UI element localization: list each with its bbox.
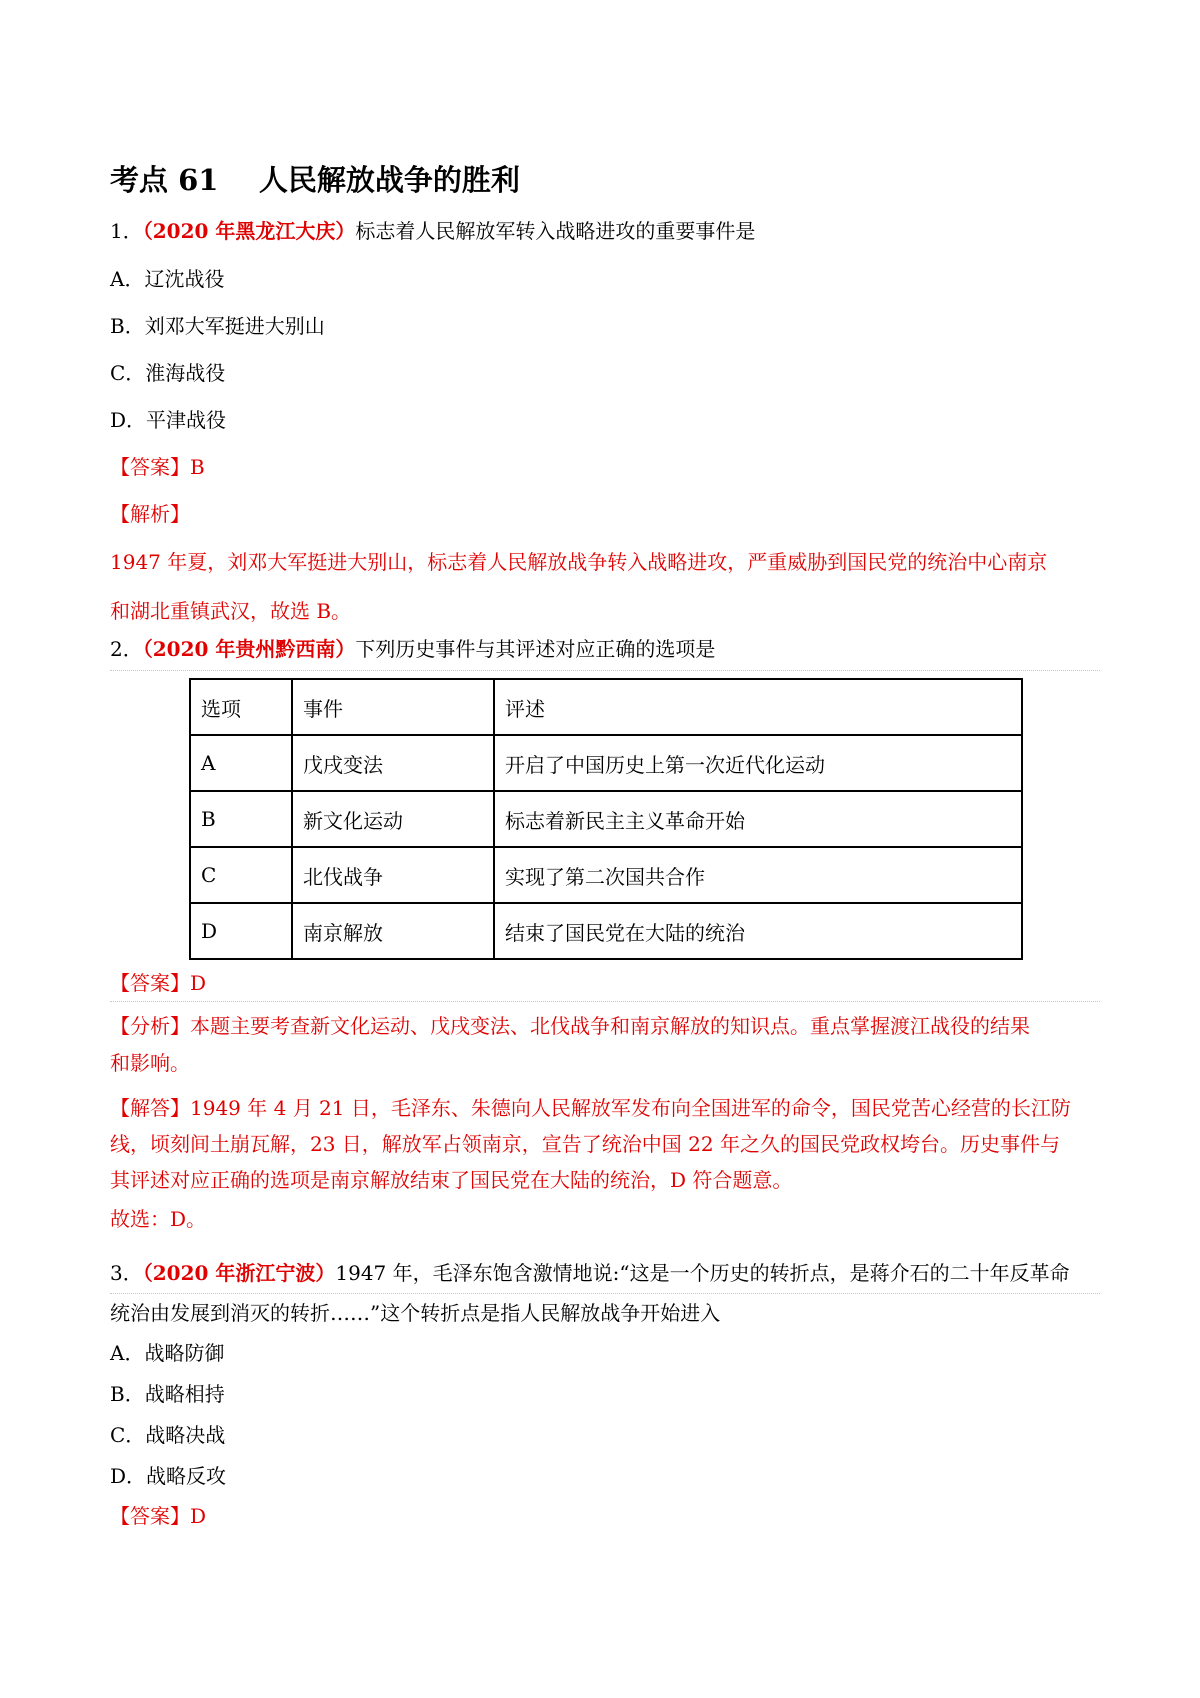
table-header-cell: 评述 [494, 679, 1022, 735]
answer-line [110, 453, 205, 481]
table-cell: 开启了中国历史上第一次近代化运动 [494, 735, 1022, 791]
page-title: 考点 61 人民解放战争的胜利 [110, 163, 520, 197]
answer-value: B [190, 455, 205, 479]
option-c: C．战略决战 [110, 1423, 226, 1447]
table-cell: 结束了国民党在大陆的统治 [494, 903, 1022, 959]
table-header-cell: 选项 [190, 679, 292, 735]
question-text: 下列历史事件与其评述对应正确的选项是 [355, 637, 716, 661]
answer-value: D [190, 971, 207, 995]
analysis-line-2: 和湖北重镇武汉，故选 B。 [110, 599, 352, 623]
analysis-line-1: 1947 年夏，刘邓大军挺进大别山，标志着人民解放战争转入战略进攻，严重威胁到国民党的统治中心南京 [110, 550, 1048, 574]
table-cell: D [190, 903, 292, 959]
question-2-stem [110, 635, 715, 663]
answer-line [110, 1502, 206, 1530]
divider [110, 1293, 1100, 1294]
question-number: 3． [110, 1261, 143, 1285]
table-cell: C [190, 847, 292, 903]
jieda-line-2: 线，顷刻间土崩瓦解，23 日，解放军占领南京，宣告了统治中国 22 年之久的国民党政权垮台。历史事件与 [110, 1132, 1060, 1156]
question-text: 标志着人民解放军转入战略进攻的重要事件是 [355, 219, 756, 243]
jieda-line-3: 其评述对应正确的选项是南京解放结束了国民党在大陆的统治，D 符合题意。 [110, 1168, 793, 1192]
option-b: B．战略相持 [110, 1382, 225, 1406]
table-row [190, 791, 1022, 847]
question-3-stem-cont: 统治由发展到消灭的转折……”这个转折点是指人民解放战争开始进入 [110, 1301, 721, 1325]
question-source: （2020 年浙江宁波） [142, 1261, 336, 1285]
table-cell: A [190, 735, 292, 791]
answer-label: 【答案】 [110, 455, 190, 479]
table-cell: 标志着新民主主义革命开始 [494, 791, 1022, 847]
answer-label: 【答案】 [110, 1504, 190, 1528]
option-a: A．辽沈战役 [110, 267, 225, 291]
option-d: D．平津战役 [110, 408, 227, 432]
jieda-line-1: 【解答】1949 年 4 月 21 日，毛泽东、朱德向人民解放军发布向全国进军的命令，国民党苦心经营的长江防 [110, 1096, 1071, 1120]
question-source: （2020 年贵州黔西南） [142, 637, 356, 661]
table-cell: 实现了第二次国共合作 [494, 847, 1022, 903]
option-b: B．刘邓大军挺进大别山 [110, 314, 325, 338]
question-number: 1． [110, 219, 143, 243]
answer-value: D [190, 1504, 207, 1528]
table-cell: 南京解放 [292, 903, 494, 959]
question-3-stem [110, 1259, 1070, 1287]
jieda-line-4: 故选：D。 [110, 1207, 207, 1231]
table-cell: 戊戌变法 [292, 735, 494, 791]
fenxi-line-2: 和影响。 [110, 1051, 190, 1075]
divider [110, 670, 1100, 671]
answer-line [110, 969, 206, 997]
option-c: C．淮海战役 [110, 361, 226, 385]
question-text: 1947 年，毛泽东饱含激情地说:“这是一个历史的转折点，是蒋介石的二十年反革命 [335, 1261, 1070, 1285]
divider [110, 1001, 1100, 1002]
table-cell: 北伐战争 [292, 847, 494, 903]
answer-label: 【答案】 [110, 971, 190, 995]
table-cell: B [190, 791, 292, 847]
question-1-stem [110, 217, 755, 245]
table-cell: 新文化运动 [292, 791, 494, 847]
option-d: D．战略反攻 [110, 1464, 227, 1488]
table-header-row [190, 679, 1022, 735]
table-row [190, 847, 1022, 903]
table-header-cell: 事件 [292, 679, 494, 735]
table-row [190, 903, 1022, 959]
question-source: （2020 年黑龙江大庆） [142, 219, 356, 243]
question-number: 2． [110, 637, 143, 661]
events-table [189, 678, 1023, 960]
analysis-label: 【解析】 [110, 502, 190, 526]
table-row [190, 735, 1022, 791]
fenxi-line-1: 【分析】本题主要考查新文化运动、戊戌变法、北伐战争和南京解放的知识点。重点掌握渡江战役的结果 [110, 1014, 1030, 1038]
option-a: A．战略防御 [110, 1341, 225, 1365]
